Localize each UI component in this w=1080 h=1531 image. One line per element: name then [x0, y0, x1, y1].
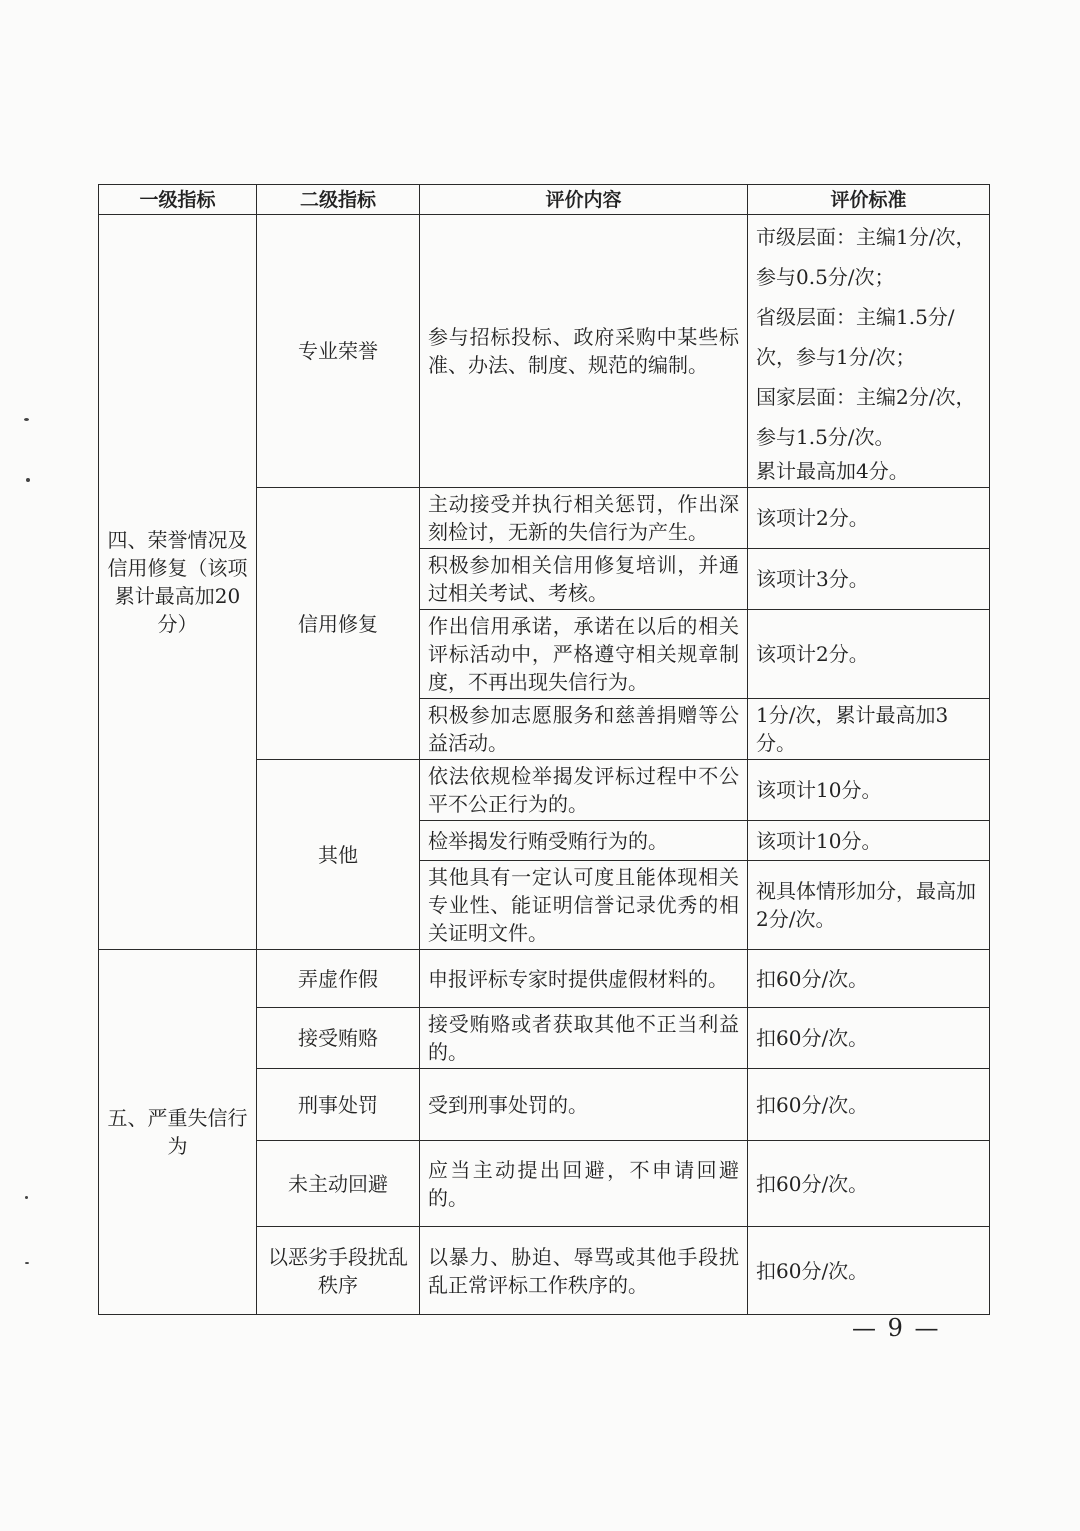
table-header-row [99, 185, 990, 215]
standard-professional-honor [748, 215, 990, 488]
standard-line-cap: 累计最高加4分。 [756, 459, 909, 483]
header-standard: 评价标准 [748, 185, 990, 215]
standard-disrupt-order: 扣60分/次。 [748, 1227, 990, 1315]
table-row [99, 950, 990, 1008]
level2-bribery: 接受贿赂 [257, 1008, 420, 1069]
level2-criminal: 刑事处罚 [257, 1069, 420, 1141]
header-level1: 一级指标 [99, 185, 257, 215]
standard-fraud: 扣60分/次。 [748, 950, 990, 1008]
standard-credit-3: 该项计2分。 [748, 610, 990, 699]
content-disrupt-order: 以暴力、胁迫、辱骂或其他手段扰乱正常评标工作秩序的。 [420, 1227, 748, 1315]
standard-credit-2: 该项计3分。 [748, 549, 990, 610]
page-number: — 9 — [852, 1314, 941, 1342]
standard-other-1: 该项计10分。 [748, 760, 990, 821]
level2-other: 其他 [257, 760, 420, 950]
level2-fraud: 弄虚作假 [257, 950, 420, 1008]
standard-other-3: 视具体情形加分，最高加2分/次。 [748, 861, 990, 950]
level2-no-recusal: 未主动回避 [257, 1141, 420, 1227]
table-row [99, 215, 990, 488]
content-other-2: 检举揭发行贿受贿行为的。 [420, 821, 748, 861]
level1-honor-credit: 四、荣誉情况及信用修复（该项累计最高加20分） [99, 215, 257, 950]
level2-professional-honor: 专业荣誉 [257, 215, 420, 488]
content-other-1: 依法依规检举揭发评标过程中不公平不公正行为的。 [420, 760, 748, 821]
content-credit-3: 作出信用承诺，承诺在以后的相关评标活动中，严格遵守相关规章制度，不再出现失信行为。 [420, 610, 748, 699]
header-content: 评价内容 [420, 185, 748, 215]
standard-line-province: 省级层面：主编1.5分/次，参与1分/次； [756, 305, 955, 369]
level2-credit-repair: 信用修复 [257, 488, 420, 760]
evaluation-table [98, 184, 990, 1315]
content-professional-honor: 参与招标投标、政府采购中某些标准、办法、制度、规范的编制。 [420, 215, 748, 488]
standard-criminal: 扣60分/次。 [748, 1069, 990, 1141]
content-no-recusal: 应当主动提出回避，不申请回避的。 [420, 1141, 748, 1227]
header-level2: 二级指标 [257, 185, 420, 215]
standard-other-2: 该项计10分。 [748, 821, 990, 861]
scan-speck [26, 478, 30, 482]
level1-serious-dishonesty: 五、严重失信行为 [99, 950, 257, 1315]
standard-line-national: 国家层面：主编2分/次，参与1.5分/次。 [756, 385, 976, 449]
scan-speck [24, 418, 29, 421]
content-credit-1: 主动接受并执行相关惩罚，作出深刻检讨，无新的失信行为产生。 [420, 488, 748, 549]
standard-bribery: 扣60分/次。 [748, 1008, 990, 1069]
content-bribery: 接受贿赂或者获取其他不正当利益的。 [420, 1008, 748, 1069]
level2-disrupt-order: 以恶劣手段扰乱秩序 [257, 1227, 420, 1315]
content-criminal: 受到刑事处罚的。 [420, 1069, 748, 1141]
content-fraud: 申报评标专家时提供虚假材料的。 [420, 950, 748, 1008]
standard-no-recusal: 扣60分/次。 [748, 1141, 990, 1227]
content-other-3: 其他具有一定认可度且能体现相关专业性、能证明信誉记录优秀的相关证明文件。 [420, 861, 748, 950]
content-credit-4: 积极参加志愿服务和慈善捐赠等公益活动。 [420, 699, 748, 760]
standard-credit-1: 该项计2分。 [748, 488, 990, 549]
standard-credit-4: 1分/次，累计最高加3分。 [748, 699, 990, 760]
standard-line-city: 市级层面：主编1分/次，参与0.5分/次； [756, 225, 976, 289]
scan-speck [25, 1262, 29, 1264]
content-credit-2: 积极参加相关信用修复培训，并通过相关考试、考核。 [420, 549, 748, 610]
scan-speck [25, 1196, 28, 1199]
